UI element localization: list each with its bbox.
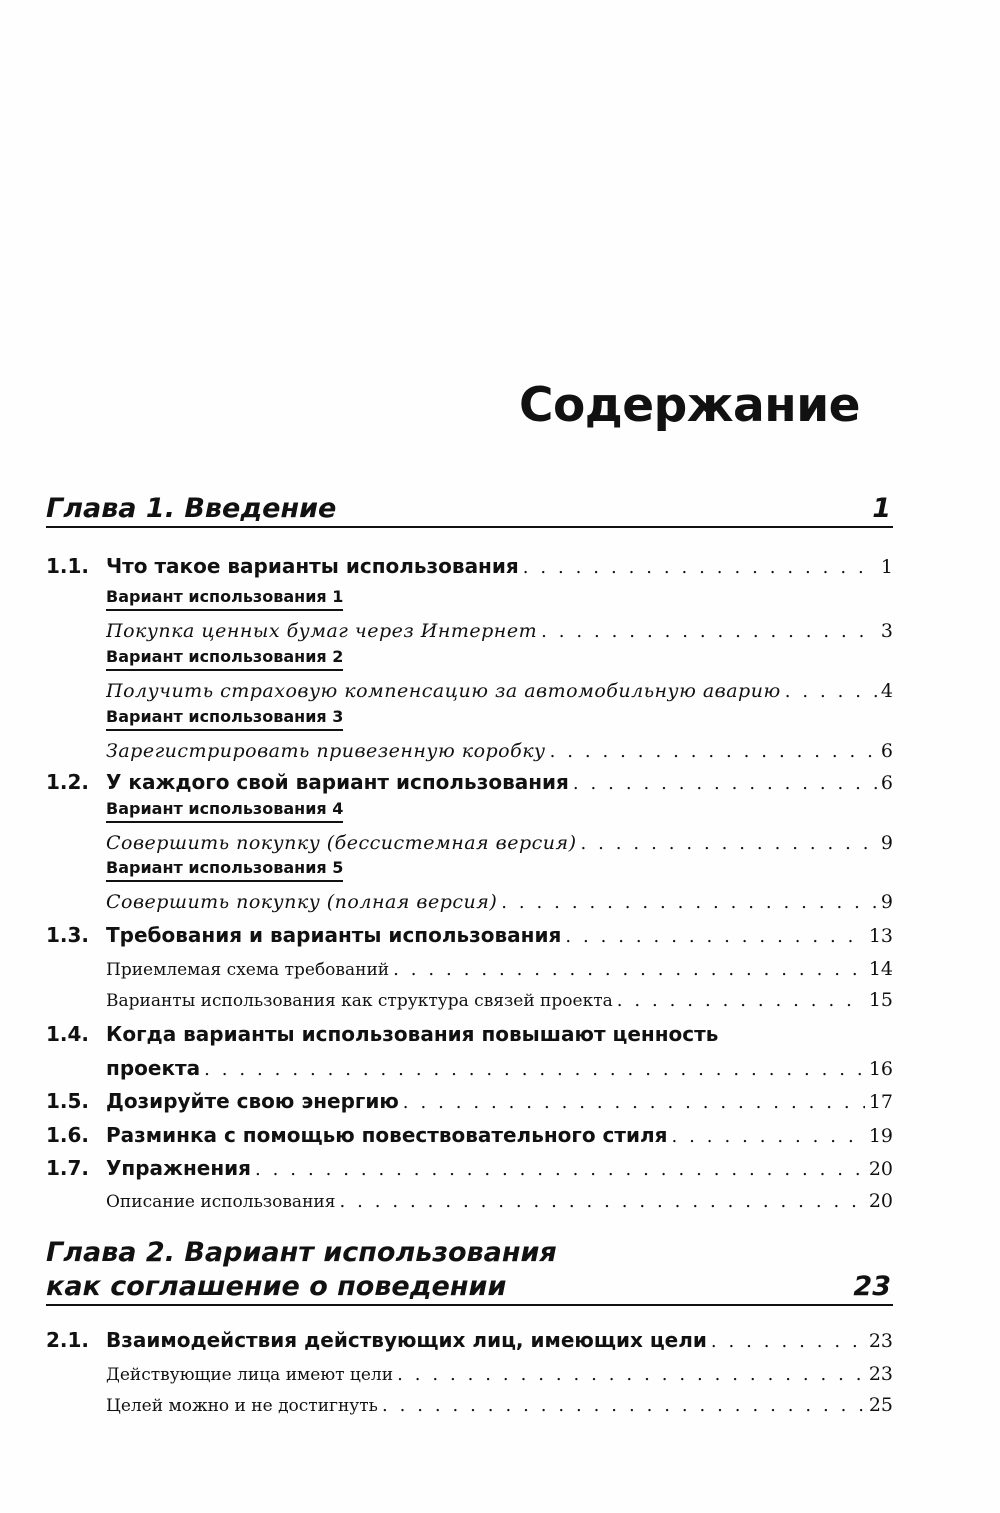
leader-dots (397, 1364, 865, 1385)
use-case-label: Вариант использования 1 (106, 587, 343, 611)
entry-text: Требования и варианты использования (106, 923, 562, 947)
entry-text: Целей можно и не достигнуть (106, 1396, 378, 1416)
section-number: 1.5. (46, 1089, 90, 1113)
toc-entry[interactable] (46, 672, 893, 702)
toc-entry[interactable] (46, 612, 893, 642)
entry-page: 23 (868, 1363, 893, 1385)
chapter-title-line-1: Глава 2. Вариант использования (46, 1237, 557, 1268)
entry-page: 6 (880, 772, 893, 794)
leader-dots (565, 926, 864, 947)
toc-entry[interactable] (46, 1150, 893, 1180)
section-number: 1.4. (46, 1022, 90, 1046)
toc-entry[interactable] (46, 981, 893, 1011)
entry-page: 23 (868, 1330, 893, 1352)
entry-text: Что такое варианты использования (106, 554, 519, 578)
section-number: 1.3. (46, 923, 90, 947)
leader-dots (403, 1092, 865, 1113)
toc-entry[interactable] (46, 824, 893, 854)
entry-text: Действующие лица имеют цели (106, 1365, 394, 1385)
leader-dots (541, 621, 877, 642)
leader-dots (550, 741, 877, 762)
entry-page: 17 (868, 1091, 893, 1113)
leader-dots (785, 681, 877, 702)
entry-text: проекта (106, 1056, 201, 1080)
leader-dots (573, 773, 877, 794)
entry-page: 4 (880, 680, 893, 702)
use-case-label: Вариант использования 3 (106, 707, 343, 731)
toc-entry[interactable] (46, 1386, 893, 1416)
entry-text: Варианты использования как структура связей проекта (106, 991, 613, 1011)
entry-text: Дозируйте свою энергию (106, 1089, 399, 1113)
chapter-heading (46, 492, 893, 528)
entry-page: 20 (868, 1190, 893, 1212)
leader-dots (711, 1331, 865, 1352)
leader-dots (672, 1126, 865, 1147)
toc-entry[interactable] (46, 917, 893, 947)
entry-page: 25 (868, 1394, 893, 1416)
entry-page: 1 (880, 556, 893, 578)
entry-text: Описание использования (106, 1192, 336, 1212)
entry-text: Разминка с помощью повествовательного стиля (106, 1123, 668, 1147)
entry-text: Упражнения (106, 1156, 252, 1180)
chapter-heading (46, 1236, 893, 1306)
chapter-page: 23 (853, 1271, 891, 1302)
entry-page: 20 (868, 1158, 893, 1180)
section-number: 1.1. (46, 554, 90, 578)
chapter-page: 1 (872, 493, 891, 524)
toc-entry[interactable] (46, 1016, 893, 1046)
toc-entry[interactable] (46, 1355, 893, 1385)
toc-entry[interactable] (46, 1117, 893, 1147)
section-number: 1.7. (46, 1156, 90, 1180)
entry-page: 9 (880, 832, 893, 854)
entry-text: Получить страховую компенсацию за автомобильную аварию (106, 680, 781, 702)
use-case-label: Вариант использования 5 (106, 858, 343, 882)
leader-dots (581, 833, 877, 854)
toc-entry[interactable] (46, 950, 893, 980)
entry-text: Взаимодействия действующих лиц, имеющих цели (106, 1328, 707, 1352)
leader-dots (523, 557, 877, 578)
leader-dots (204, 1059, 865, 1080)
use-case-label: Вариант использования 2 (106, 647, 343, 671)
entry-text: Совершить покупку (бессистемная версия) (106, 832, 577, 854)
entry-page: 13 (868, 925, 893, 947)
page-title: Содержание (518, 378, 860, 433)
entry-text: У каждого свой вариант использования (106, 770, 569, 794)
entry-page: 9 (880, 891, 893, 913)
leader-dots (501, 892, 877, 913)
entry-text: Зарегистрировать привезенную коробку (106, 740, 546, 762)
entry-page: 3 (880, 620, 893, 642)
entry-page: 16 (868, 1058, 893, 1080)
toc-entry[interactable] (46, 1083, 893, 1113)
toc-entry[interactable] (46, 883, 893, 913)
entry-page: 6 (880, 740, 893, 762)
leader-dots (393, 959, 865, 980)
leader-dots (617, 990, 865, 1011)
use-case-label: Вариант использования 4 (106, 799, 343, 823)
entry-page: 14 (868, 958, 893, 980)
entry-page: 15 (868, 989, 893, 1011)
section-number: 1.2. (46, 770, 90, 794)
leader-dots (255, 1159, 865, 1180)
chapter-title-line-2: как соглашение о поведении (46, 1271, 507, 1302)
toc-entry[interactable] (46, 548, 893, 578)
toc-entry[interactable] (46, 732, 893, 762)
chapter-title: Глава 1. Введение (46, 493, 337, 524)
toc-entry[interactable] (46, 764, 893, 794)
toc-entry[interactable] (46, 1182, 893, 1212)
leader-dots (382, 1395, 865, 1416)
section-number: 2.1. (46, 1328, 90, 1352)
section-number: 1.6. (46, 1123, 90, 1147)
leader-dots (339, 1191, 864, 1212)
entry-text: Когда варианты использования повышают ценность (106, 1022, 719, 1046)
entry-text: Совершить покупку (полная версия) (106, 891, 498, 913)
entry-page: 19 (868, 1125, 893, 1147)
toc-entry[interactable] (46, 1322, 893, 1352)
toc-entry[interactable] (46, 1050, 893, 1080)
entry-text: Покупка ценных бумаг через Интернет (106, 620, 538, 642)
entry-text: Приемлемая схема требований (106, 960, 390, 980)
